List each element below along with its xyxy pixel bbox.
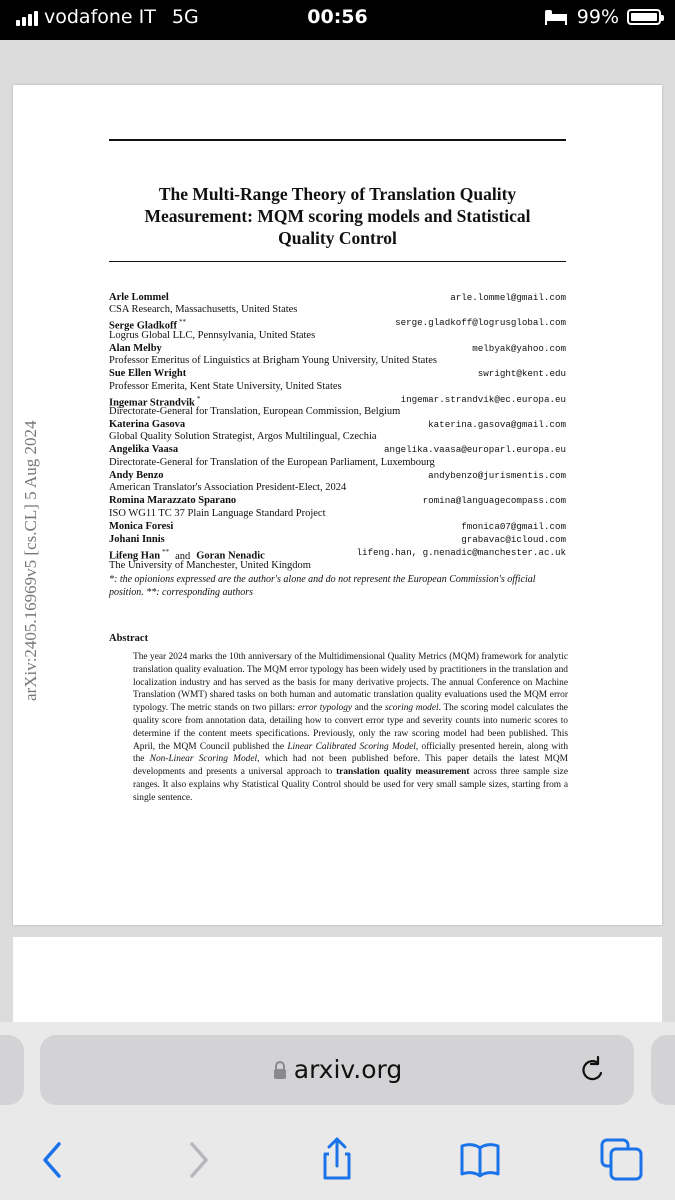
author-affiliation: Global Quality Solution Strategist, Argos Multilingual, Czechia xyxy=(109,431,377,443)
author-email[interactable]: arle.lommel@gmail.com xyxy=(450,292,566,303)
paper-title: The Multi-Range Theory of Translation Quality Measurement: MQM scoring models and Statistical Quality Control xyxy=(144,184,531,248)
url-text[interactable]: arxiv.org xyxy=(293,1055,403,1084)
author-affiliation: Directorate-General for Translation of the European Parliament, Luxembourg xyxy=(109,456,435,468)
battery-icon xyxy=(627,9,661,25)
bookmarks-icon[interactable] xyxy=(452,1132,508,1188)
author-affiliation: Logrus Global LLC, Pennsylvania, United States xyxy=(109,329,316,341)
author-row xyxy=(109,291,566,304)
author-email[interactable]: fmonica07@gmail.com xyxy=(461,520,566,532)
author-email[interactable]: grabavac@icloud.com xyxy=(461,533,566,545)
author-row xyxy=(109,342,566,355)
top-rule xyxy=(109,139,566,141)
author-email[interactable]: katerina.gasova@gmail.com xyxy=(428,418,566,430)
back-icon[interactable] xyxy=(25,1132,81,1188)
battery-percent: 99% xyxy=(576,6,619,28)
author-email[interactable]: angelika.vaasa@europarl.europa.eu xyxy=(384,444,566,456)
author-name: Sue Ellen Wright xyxy=(109,368,187,380)
author-name: Katerina Gasova xyxy=(109,418,186,430)
author-name: Alan Melby xyxy=(109,342,162,354)
abstract-heading: Abstract xyxy=(109,633,149,644)
next-tab-edge[interactable] xyxy=(651,1035,675,1105)
pdf-page xyxy=(13,85,662,925)
browser-toolbar xyxy=(0,1132,675,1188)
forward-icon[interactable] xyxy=(170,1132,226,1188)
tabs-icon[interactable] xyxy=(594,1132,650,1188)
status-bar xyxy=(0,0,675,40)
browser-bottom-bar xyxy=(0,1022,675,1200)
author-affiliation: ISO WG11 TC 37 Plain Language Standard Project xyxy=(109,507,326,519)
author-name: Lifeng Han xyxy=(109,550,161,562)
author-row xyxy=(109,367,566,380)
author-note-marker: ** xyxy=(178,318,186,327)
author-email[interactable]: swright@kent.edu xyxy=(477,368,566,380)
author-affiliation: Professor Emerita, Kent State University, United States xyxy=(109,380,342,392)
author-name: Andy Benzo xyxy=(109,469,164,481)
address-bar[interactable] xyxy=(40,1035,634,1105)
author-row xyxy=(109,520,566,533)
previous-tab-edge[interactable] xyxy=(0,1035,24,1105)
author-affiliation: American Translator's Association President-Elect, 2024 xyxy=(109,482,347,494)
author-name: Serge Gladkoff xyxy=(109,320,177,332)
author-name: Monica Foresi xyxy=(109,520,174,532)
author-name: Goran Nenadic xyxy=(196,550,265,562)
author-email[interactable]: melbyak@yahoo.com xyxy=(472,342,566,354)
author-row xyxy=(109,533,566,546)
reload-icon[interactable] xyxy=(576,1053,610,1087)
author-row xyxy=(109,393,566,409)
author-conjunction: and xyxy=(175,550,191,562)
bed-icon xyxy=(543,8,569,26)
author-name: Arle Lommel xyxy=(109,292,169,303)
author-row xyxy=(109,443,566,456)
author-affiliation: Directorate-General for Translation, European Commission, Belgium xyxy=(109,405,401,417)
author-email[interactable]: ingemar.strandvik@ec.europa.eu xyxy=(400,393,566,405)
author-affiliation: Professor Emeritus of Linguistics at Brigham Young University, United States xyxy=(109,355,438,367)
author-email[interactable]: lifeng.han, g.nenadic@manchester.ac.uk xyxy=(356,547,566,559)
bottom-rule xyxy=(109,261,566,262)
author-email[interactable]: serge.gladkoff@logrusglobal.com xyxy=(395,317,566,329)
author-affiliation: CSA Research, Massachusetts, United States xyxy=(109,304,298,316)
author-email[interactable]: andybenzo@jurismentis.com xyxy=(428,469,566,481)
author-name: Johani Innis xyxy=(109,533,165,545)
lock-icon xyxy=(272,1060,288,1080)
abstract-text: The year 2024 marks the 10th anniversary of the Multidimensional Quality Metrics (MQM) framework for analytic translation quality evaluation. The MQM error typology has been widely used by practitioners in the translation and localization industry and has served as the basis for many derivative projects. The annual Conference on Machine Translation (WMT) shared tasks on both human and automatic translation quality evaluations used the MQM error typology. The metric stands on two pillars: error typology and the scoring model. The scoring model calculates the quality score from annotation data, detailing how to convert error type and severity counts into numeric scores to determine if the content meets specifications. Previously, only the raw scoring model had been published. This April, the MQM Council published the Linear Calibrated Scoring Model, officially presented herein, along with the Non-Linear Scoring Model, which had not been published before. This paper details the latest MQM developments and presents a universal approach to translation quality measurement across three sample size ranges. It also explains why Statistical Quality Control should be used for very small sample sizes, starting from a single sentence. xyxy=(133,652,569,803)
arxiv-identifier: arXiv:2405.16969v5 [cs.CL] 5 Aug 2024 xyxy=(21,420,40,701)
author-name: Angelika Vaasa xyxy=(109,444,179,456)
carrier-label: vodafone IT xyxy=(44,6,156,28)
author-name: Romina Marazzato Sparano xyxy=(109,495,237,507)
author-row xyxy=(109,418,566,431)
author-note-marker: ** xyxy=(162,548,170,557)
author-note-marker: * xyxy=(196,394,201,403)
author-footnote: *: the opionions expressed are the author's alone and do not represent the European Commission's official position. **: corresponding authors xyxy=(109,573,536,598)
next-pdf-page xyxy=(13,937,662,1027)
author-row xyxy=(109,494,566,507)
author-row xyxy=(109,546,566,562)
author-list xyxy=(109,291,566,599)
clock: 00:56 xyxy=(307,6,368,28)
author-row xyxy=(109,469,566,482)
author-row xyxy=(109,316,566,332)
share-icon[interactable] xyxy=(309,1132,365,1188)
author-affiliation: The University of Manchester, United Kingdom xyxy=(109,559,311,571)
author-name: Ingemar Strandvik xyxy=(109,397,195,409)
author-email[interactable]: romina@languagecompass.com xyxy=(422,495,566,507)
network-label: 5G xyxy=(171,6,199,28)
